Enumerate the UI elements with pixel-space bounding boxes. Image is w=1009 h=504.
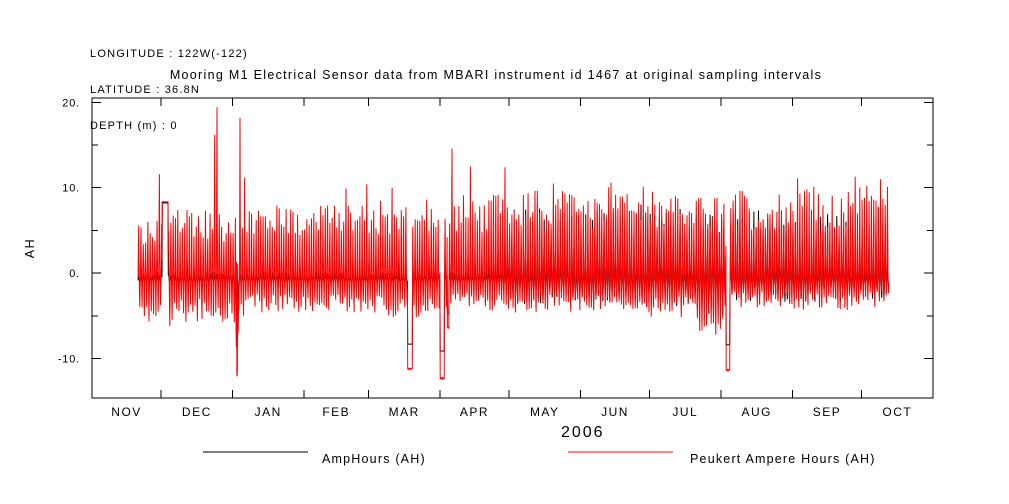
amphours-legend-label: AmpHours (AH) (322, 452, 426, 466)
x-tick-label: DEC (181, 405, 212, 419)
x-tick-label: JAN (254, 405, 282, 419)
chart-title: Mooring M1 Electrical Sensor data from MBARI instrument id 1467 at original sampling intervals (169, 68, 823, 82)
y-tick-label: 0. (69, 268, 80, 281)
x-tick-label: SEP (812, 405, 842, 419)
x-tick-label: JUL (672, 405, 699, 419)
longitude-label: LONGITUDE : 122W(-122) (90, 48, 248, 60)
y-tick-label: 20. (62, 97, 80, 110)
y-tick-label: 10. (62, 182, 80, 195)
year-label: 2006 (560, 424, 605, 441)
y-axis-label: AH (23, 237, 37, 259)
x-tick-label: OCT (882, 405, 913, 419)
legend (203, 452, 876, 466)
x-tick-label: MAR (388, 405, 420, 419)
depth-label: DEPTH (m) : 0 (90, 120, 178, 132)
latitude-label: LATITUDE : 36.8N (90, 84, 201, 96)
x-tick-label: JUN (601, 405, 629, 419)
peukert-legend-label: Peukert Ampere Hours (AH) (690, 452, 876, 466)
peukert-series-path (138, 107, 889, 379)
series-group (138, 107, 889, 379)
x-tick-label: NOV (111, 405, 142, 419)
x-tick-label: AUG (741, 405, 772, 419)
x-tick-label: APR (459, 405, 490, 419)
x-tick-label: FEB (322, 405, 351, 419)
x-tick-label: MAY (529, 405, 560, 419)
y-tick-label: -10. (57, 353, 80, 366)
